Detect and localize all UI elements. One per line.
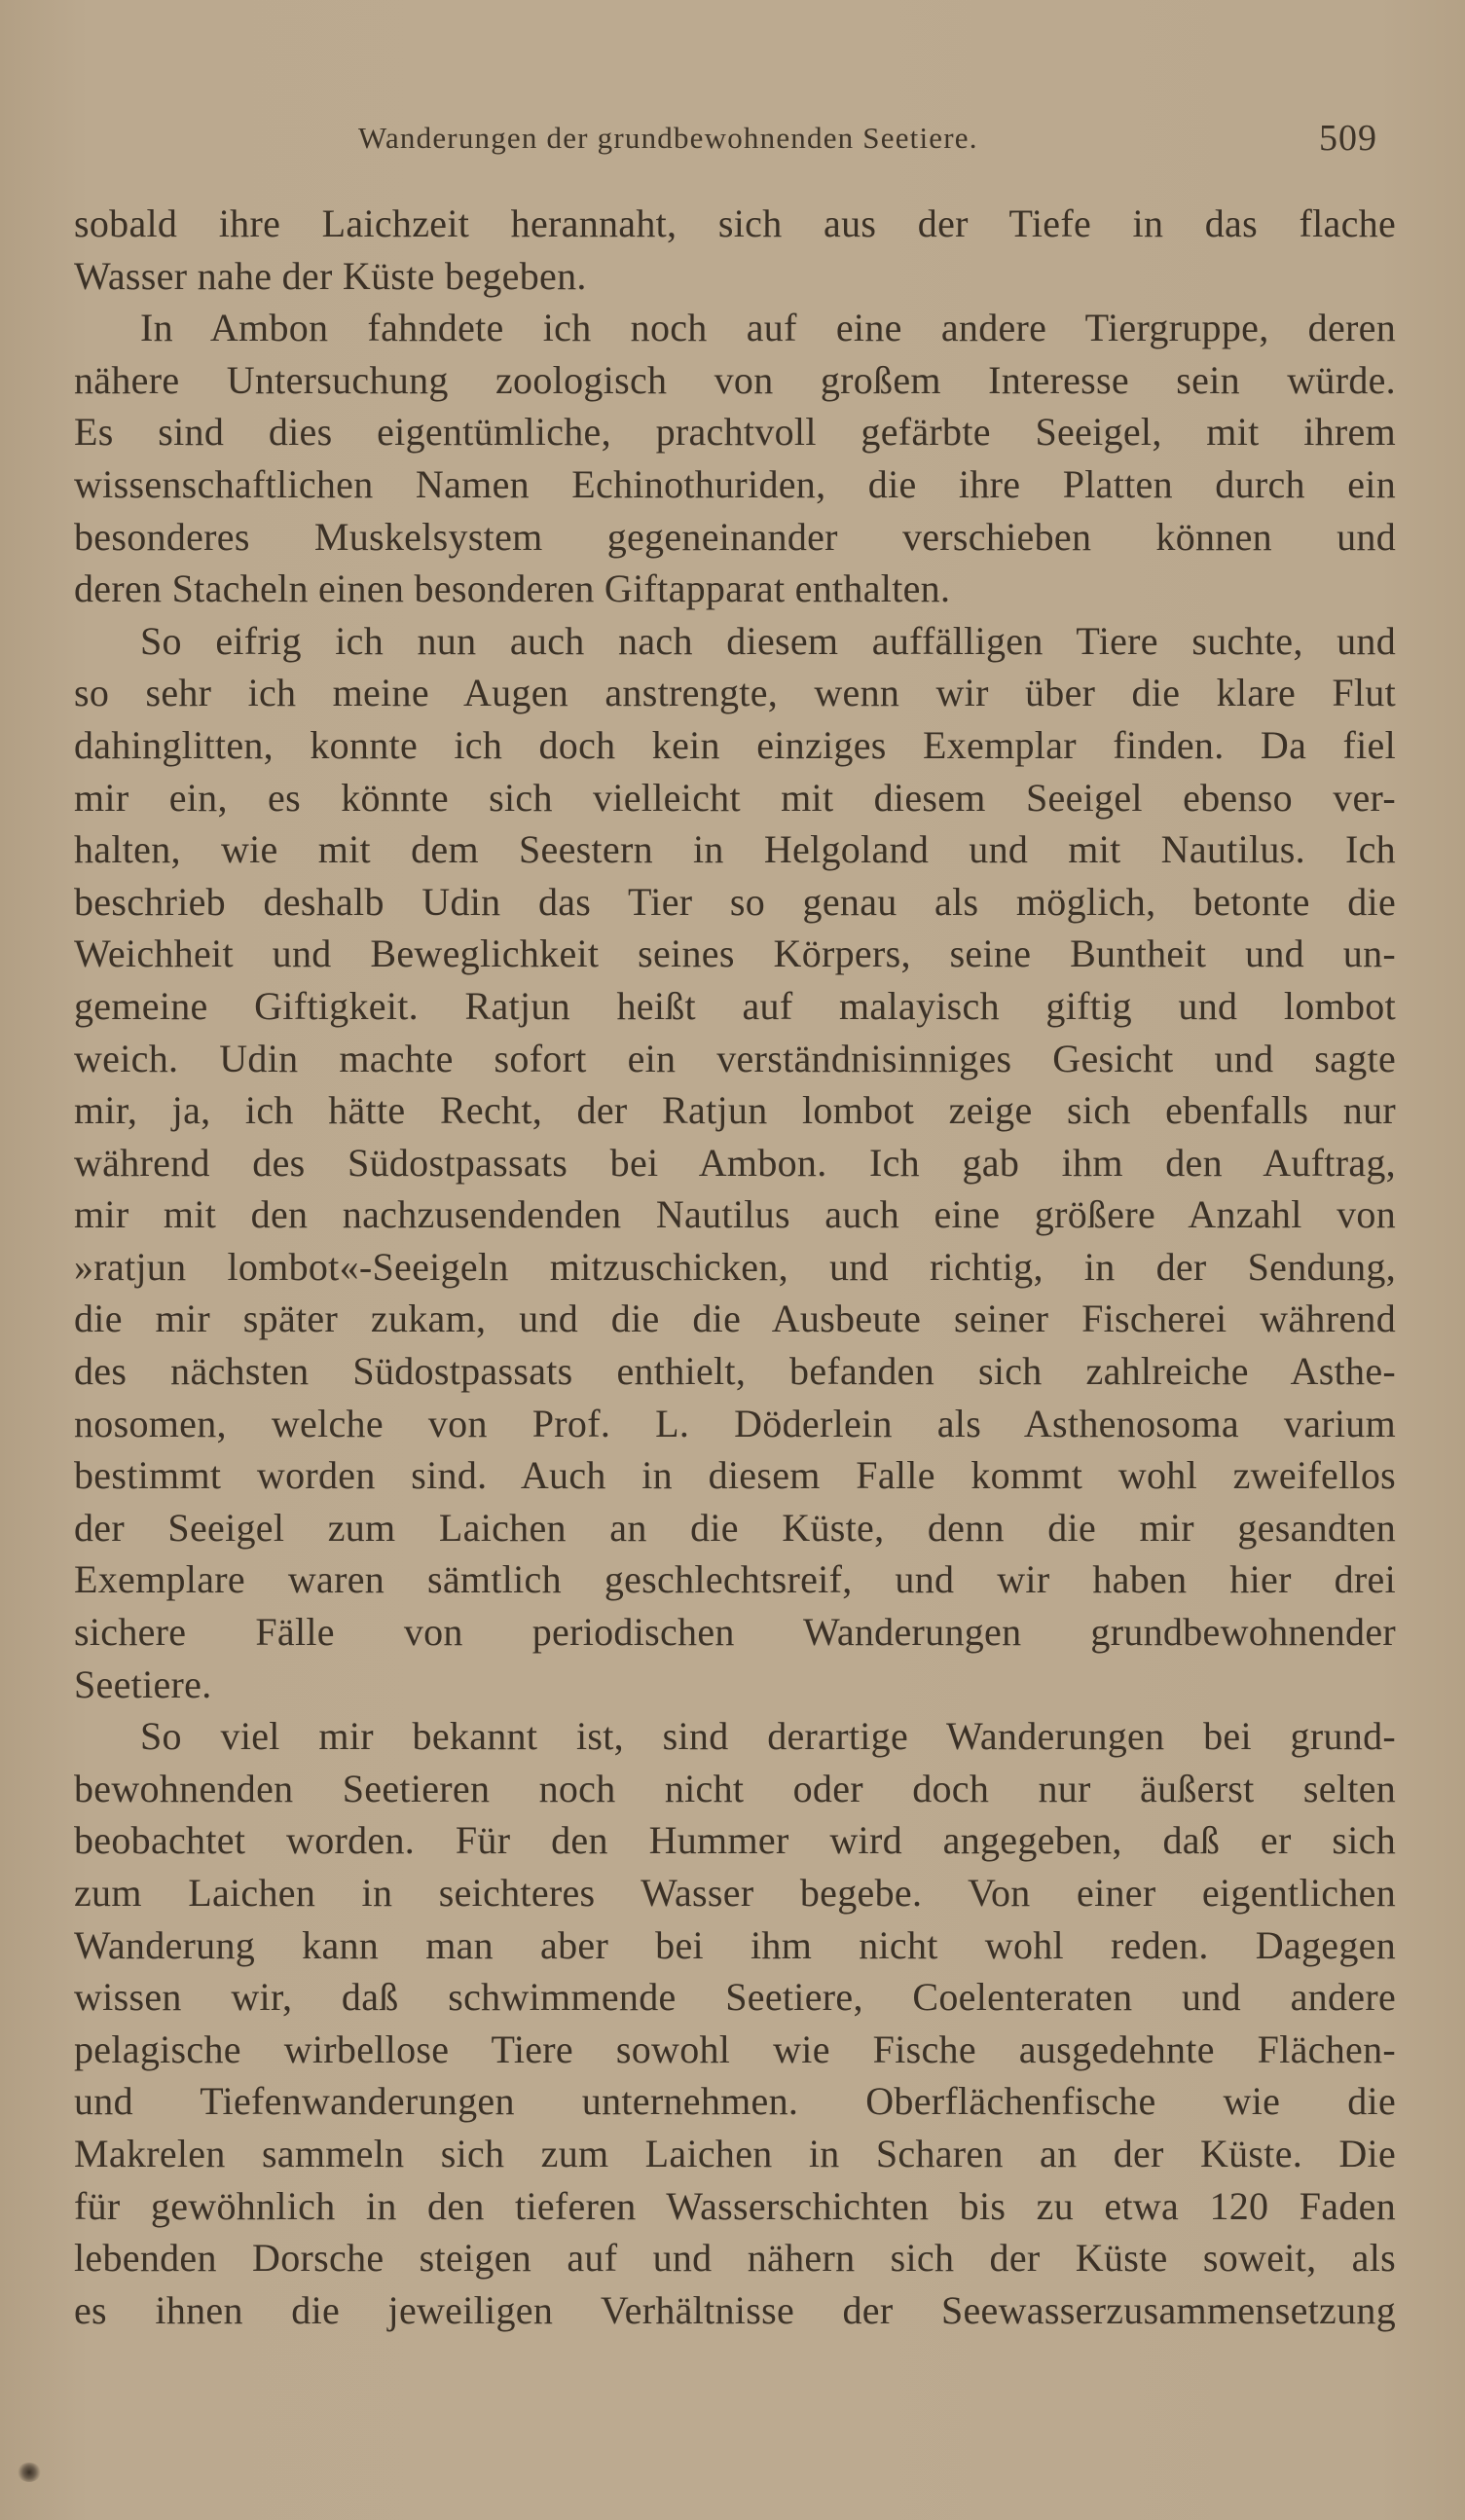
text-line: In Ambon fahndete ich noch auf eine andere Tiergruppe, deren	[140, 306, 1396, 350]
text-line: der Seeigel zum Laichen an die Küste, denn die mir gesandten	[74, 1505, 1396, 1550]
text-line: »ratjun lombot«-Seeigeln mitzuschicken, und richtig, in der Sendung,	[74, 1244, 1396, 1289]
text-line: halten, wie mit dem Seestern in Helgoland und mit Nautilus. Ich	[74, 827, 1396, 872]
text-line: Exemplare waren sämtlich geschlechtsreif, und wir haben hier drei	[74, 1557, 1396, 1602]
text-line: nähere Untersuchung zoologisch von großem Interesse sein würde.	[74, 357, 1396, 402]
body-text	[74, 198, 1396, 2336]
text-line: So eifrig ich nun auch nach diesem auffälligen Tiere suchte, und	[140, 618, 1396, 663]
text-line: pelagische wirbellose Tiere sowohl wie Fische ausgedehnte Flächen-	[74, 2027, 1396, 2071]
text-line: für gewöhnlich in den tieferen Wasserschichten bis zu etwa 120 Faden	[74, 2183, 1396, 2228]
text-line: besonderes Muskelsystem gegeneinander verschieben können und	[74, 514, 1396, 559]
text-line: zum Laichen in seichteres Wasser begebe. Von einer eigentlichen	[74, 1871, 1396, 1915]
text-line: Wasser nahe der Küste begeben.	[74, 253, 587, 298]
text-line: mir mit den nachzusendenden Nautilus auch eine größere Anzahl von	[74, 1192, 1396, 1237]
text-line: während des Südostpassats bei Ambon. Ich gab ihm den Auftrag,	[74, 1140, 1396, 1185]
text-line: dahinglitten, konnte ich doch kein einziges Exemplar finden. Da fiel	[74, 722, 1396, 767]
text-line: weich. Udin machte sofort ein verständnisinniges Gesicht und sagte	[74, 1036, 1396, 1080]
text-line: So viel mir bekannt ist, sind derartige Wanderungen bei grund-	[140, 1714, 1396, 1759]
text-line: beschrieb deshalb Udin das Tier so genau als möglich, betonte die	[74, 879, 1396, 924]
running-head	[0, 118, 1465, 160]
text-line: des nächsten Südostpassats enthielt, befanden sich zahlreiche Asthe-	[74, 1349, 1396, 1394]
text-line: mir, ja, ich hätte Recht, der Ratjun lombot zeige sich ebenfalls nur	[74, 1088, 1396, 1133]
text-line: Es sind dies eigentümliche, prachtvoll gefärbte Seeigel, mit ihrem	[74, 410, 1396, 455]
text-line: mir ein, es könnte sich vielleicht mit diesem Seeigel ebenso ver-	[74, 775, 1396, 820]
text-line: die mir später zukam, und die die Ausbeute seiner Fischerei während	[74, 1297, 1396, 1341]
text-line: wissenschaftlichen Namen Echinothuriden, die ihre Platten durch ein	[74, 461, 1396, 506]
running-title: Wanderungen der grundbewohnenden Seetiere.	[358, 121, 978, 155]
text-line: bewohnenden Seetieren noch nicht oder doch nur äußerst selten	[74, 1766, 1396, 1810]
text-line: Weichheit und Beweglichkeit seines Körpers, seine Buntheit und un-	[74, 931, 1396, 976]
text-line: Makrelen sammeln sich zum Laichen in Scharen an der Küste. Die	[74, 2131, 1396, 2175]
text-line: gemeine Giftigkeit. Ratjun heißt auf malayisch giftig und lombot	[74, 983, 1396, 1028]
text-line: beobachtet worden. Für den Hummer wird angegeben, daß er sich	[74, 1818, 1396, 1863]
text-line: bestimmt worden sind. Auch in diesem Falle kommt wohl zweifellos	[74, 1453, 1396, 1498]
text-line: deren Stacheln einen besonderen Giftapparat enthalten.	[74, 566, 951, 611]
text-line: wissen wir, daß schwimmende Seetiere, Coelenteraten und andere	[74, 1975, 1396, 2020]
text-line: lebenden Dorsche steigen auf und nähern sich der Küste soweit, als	[74, 2236, 1396, 2281]
text-line: sichere Fälle von periodischen Wanderungen grundbewohnender	[74, 1610, 1396, 1655]
text-line: nosomen, welche von Prof. L. Döderlein als Asthenosoma varium	[74, 1401, 1396, 1445]
ink-smudge	[18, 2463, 41, 2482]
text-line: sobald ihre Laichzeit herannaht, sich aus der Tiefe in das flache	[74, 201, 1396, 245]
text-line: Wanderung kann man aber bei ihm nicht wohl reden. Dagegen	[74, 1922, 1396, 1967]
text-line: Seetiere.	[74, 1662, 212, 1706]
text-line: so sehr ich meine Augen anstrengte, wenn wir über die klare Flut	[74, 671, 1396, 715]
text-line: es ihnen die jeweiligen Verhältnisse der Seewasserzusammensetzung	[74, 2287, 1396, 2332]
text-line: und Tiefenwanderungen unternehmen. Oberflächenfische wie die	[74, 2079, 1396, 2124]
page-number: 509	[1319, 118, 1377, 159]
